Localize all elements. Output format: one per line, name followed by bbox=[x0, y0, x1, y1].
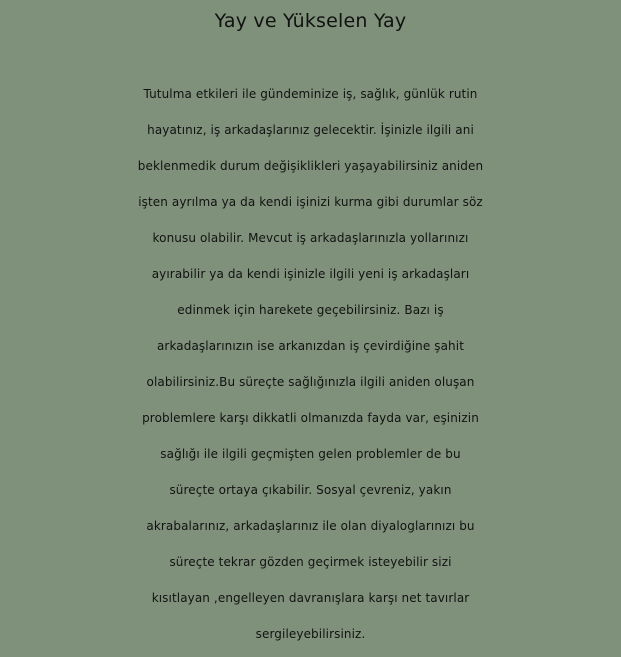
text-line-6: ayırabilir ya da kendi işinizle ilgili yeni iş arkadaşları bbox=[151, 267, 470, 281]
text-line-1: Tutulma etkileri ile gündeminize iş, sağlık, günlük rutin bbox=[143, 87, 478, 101]
text-line-10: problemlere karşı dikkatli olmanızda fayda var, eşinizin bbox=[142, 411, 479, 425]
text-line-8: arkadaşlarınızın ise arkanızdan iş çevirdiğine şahit bbox=[156, 339, 465, 353]
text-line-11: sağlığı ile ilgili geçmişten gelen problemler de bu bbox=[160, 447, 461, 461]
page-title: Yay ve Yükselen Yay bbox=[214, 10, 407, 32]
text-line-2: hayatınız, iş arkadaşlarınız gelecektir. İşinizle ilgili ani bbox=[147, 123, 474, 137]
text-line-16: sergileyebilirsiniz. bbox=[255, 627, 366, 641]
text-line-4: işten ayrılma ya da kendi işinizi kurma gibi durumlar söz bbox=[138, 195, 483, 209]
text-line-15: kısıtlayan ,engelleyen davranışlara karşı net tavırlar bbox=[151, 591, 470, 605]
text-line-9: olabilirsiniz.Bu süreçte sağlığınızla ilgili aniden oluşan bbox=[146, 375, 475, 389]
text-line-12: süreçte ortaya çıkabilir. Sosyal çevreniz, yakın bbox=[169, 483, 452, 497]
body-paragraph bbox=[0, 76, 621, 652]
text-line-13: akrabalarınız, arkadaşlarınız ile olan diyaloglarınızı bu bbox=[146, 519, 475, 533]
text-line-5: konusu olabilir. Mevcut iş arkadaşlarınızla yollarınızı bbox=[152, 231, 469, 245]
text-line-3: beklenmedik durum değişiklikleri yaşayabilirsiniz aniden bbox=[137, 159, 484, 173]
text-line-7: edinmek için harekete geçebilirsiniz. Bazı iş bbox=[177, 303, 444, 317]
text-line-14: süreçte tekrar gözden geçirmek isteyebilir sizi bbox=[169, 555, 452, 569]
